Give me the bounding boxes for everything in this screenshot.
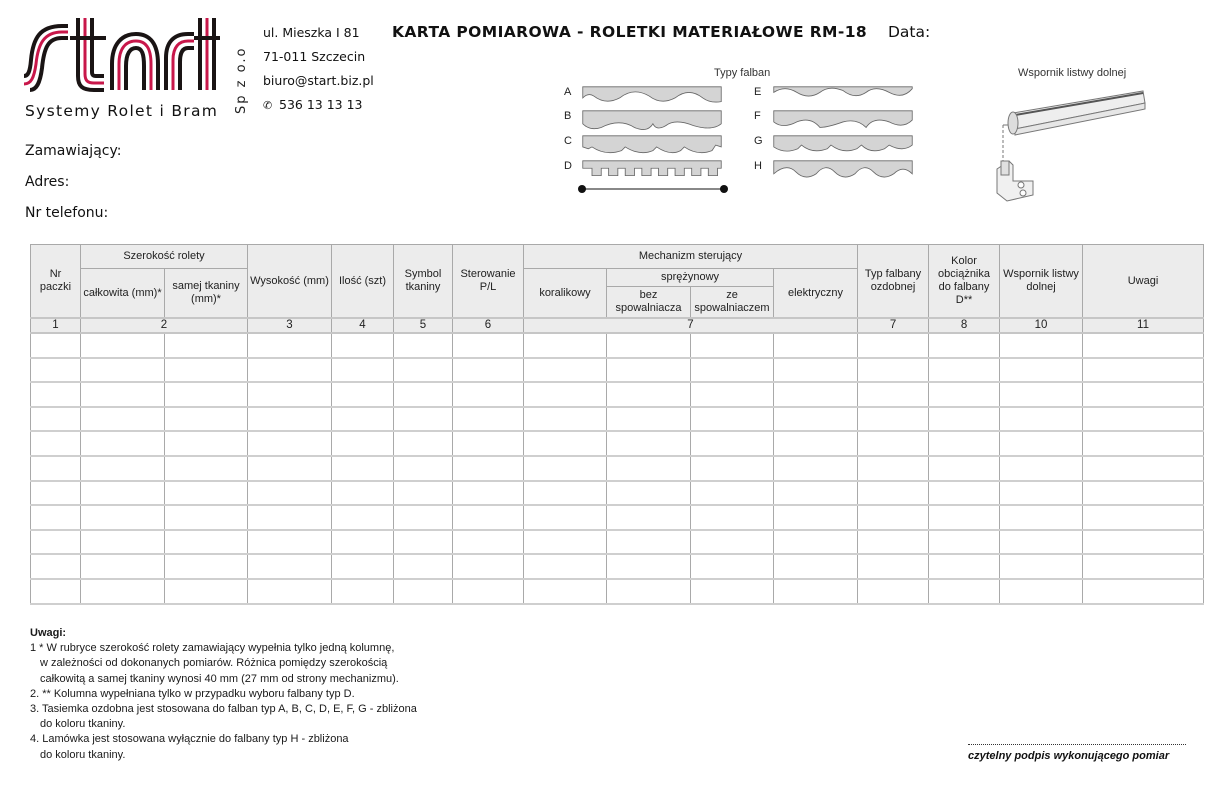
table-cell[interactable]: [394, 333, 453, 358]
weight-bar-icon: [577, 184, 729, 194]
header-spring-no-brake: bez spowalniacza: [607, 287, 691, 319]
table-cell[interactable]: [1000, 505, 1083, 530]
table-cell[interactable]: [31, 358, 81, 383]
table-row: [31, 530, 1204, 555]
table-cell[interactable]: [774, 554, 858, 579]
table-cell[interactable]: [332, 382, 394, 407]
table-cell[interactable]: [248, 407, 332, 432]
col-number: 11: [1083, 318, 1204, 333]
table-cell[interactable]: [524, 505, 607, 530]
table-cell[interactable]: [394, 579, 453, 604]
valance-type-label: A: [564, 86, 572, 98]
valance-type-label: B: [564, 110, 572, 122]
table-cell[interactable]: [31, 530, 81, 555]
table-cell[interactable]: [1083, 431, 1204, 456]
table-cell[interactable]: [691, 481, 774, 506]
table-cell[interactable]: [81, 554, 165, 579]
table-cell[interactable]: [774, 358, 858, 383]
table-cell[interactable]: [165, 456, 248, 481]
header-height: Wysokość (mm): [248, 245, 332, 319]
table-cell[interactable]: [453, 382, 524, 407]
table-cell[interactable]: [394, 358, 453, 383]
table-cell[interactable]: [1083, 505, 1204, 530]
table-cell[interactable]: [691, 579, 774, 604]
table-cell[interactable]: [165, 333, 248, 358]
table-cell[interactable]: [691, 456, 774, 481]
table-cell[interactable]: [81, 333, 165, 358]
col-number: 5: [394, 318, 453, 333]
table-cell[interactable]: [858, 579, 929, 604]
table-cell[interactable]: [453, 554, 524, 579]
table-cell[interactable]: [1000, 579, 1083, 604]
table-cell[interactable]: [1083, 554, 1204, 579]
table-cell[interactable]: [31, 333, 81, 358]
table-cell[interactable]: [1000, 554, 1083, 579]
table-cell[interactable]: [929, 382, 1000, 407]
table-cell[interactable]: [774, 481, 858, 506]
signature-block: [968, 744, 1188, 762]
table-cell[interactable]: [1083, 481, 1204, 506]
page-title: KARTA POMIAROWA - ROLETKI MATERIAŁOWE RM-18: [392, 23, 868, 41]
table-cell[interactable]: [929, 481, 1000, 506]
table-cell[interactable]: [31, 431, 81, 456]
header-valance-type: Typ falbany ozdobnej: [858, 245, 929, 319]
table-cell[interactable]: [607, 554, 691, 579]
address-line-1: ul. Mieszka I 81: [263, 25, 360, 40]
table-cell[interactable]: [165, 358, 248, 383]
phone-text: 536 13 13 13: [279, 97, 363, 112]
header-bottom-bracket: Wspornik listwy dolnej: [1000, 245, 1083, 319]
table-cell[interactable]: [453, 333, 524, 358]
table-cell[interactable]: [248, 481, 332, 506]
table-cell[interactable]: [165, 382, 248, 407]
measurement-table: [30, 244, 1204, 605]
table-cell[interactable]: [31, 456, 81, 481]
table-cell[interactable]: [81, 358, 165, 383]
table-cell[interactable]: [453, 481, 524, 506]
header-weight-color: Kolor obciążnika do falbany D**: [929, 245, 1000, 319]
table-cell[interactable]: [691, 358, 774, 383]
table-cell[interactable]: [248, 431, 332, 456]
logo-tagline: Systemy Rolet i Bram: [25, 102, 219, 120]
table-cell[interactable]: [81, 456, 165, 481]
note-line: 4. Lamówka jest stosowana wyłącznie do falbany typ H - zbliżona: [30, 733, 349, 746]
measurement-table-container: [30, 244, 1203, 605]
col-number: 7: [524, 318, 858, 333]
col-number: 7: [858, 318, 929, 333]
notes-title: Uwagi:: [30, 627, 67, 639]
header-width-fabric: samej tkaniny (mm)*: [165, 269, 248, 319]
table-cell[interactable]: [248, 333, 332, 358]
valance-type-label: F: [754, 110, 761, 122]
table-cell[interactable]: [524, 530, 607, 555]
table-cell[interactable]: [394, 431, 453, 456]
table-cell[interactable]: [524, 407, 607, 432]
header-mechanism-group: Mechanizm sterujący: [524, 245, 858, 269]
col-number: 3: [248, 318, 332, 333]
table-cell[interactable]: [394, 407, 453, 432]
table-row: [31, 481, 1204, 506]
note-line: 3. Tasiemka ozdobna jest stosowana do falban typ A, B, C, D, E, F, G - zbliżona: [30, 703, 417, 716]
table-cell[interactable]: [607, 431, 691, 456]
phone-icon: ✆: [263, 99, 273, 112]
table-cell[interactable]: [607, 407, 691, 432]
table-cell[interactable]: [691, 333, 774, 358]
table-cell[interactable]: [248, 579, 332, 604]
table-cell[interactable]: [453, 456, 524, 481]
table-cell[interactable]: [81, 579, 165, 604]
table-cell[interactable]: [524, 333, 607, 358]
logo-suffix: Sp z o.o: [234, 46, 249, 114]
table-cell[interactable]: [524, 431, 607, 456]
table-cell[interactable]: [1000, 481, 1083, 506]
table-cell[interactable]: [31, 481, 81, 506]
table-cell[interactable]: [929, 407, 1000, 432]
address-label: Adres:: [25, 174, 70, 190]
valance-type-label: E: [754, 86, 762, 98]
table-cell[interactable]: [332, 481, 394, 506]
table-cell[interactable]: [394, 481, 453, 506]
table-cell[interactable]: [453, 407, 524, 432]
table-cell[interactable]: [858, 530, 929, 555]
date-label: Data:: [888, 23, 931, 41]
table-cell[interactable]: [81, 481, 165, 506]
table-cell[interactable]: [165, 554, 248, 579]
valance-type-label: D: [564, 160, 572, 172]
valance-shape-b: [577, 109, 727, 133]
table-cell[interactable]: [691, 407, 774, 432]
table-cell[interactable]: [248, 505, 332, 530]
table-cell[interactable]: [81, 431, 165, 456]
table-row: [31, 382, 1204, 407]
table-cell[interactable]: [858, 333, 929, 358]
table-cell[interactable]: [691, 530, 774, 555]
company-logo: [22, 18, 247, 123]
table-cell[interactable]: [929, 530, 1000, 555]
table-cell[interactable]: [165, 481, 248, 506]
table-cell[interactable]: [607, 382, 691, 407]
table-cell[interactable]: [332, 431, 394, 456]
col-number: 2: [81, 318, 248, 333]
table-cell[interactable]: [332, 456, 394, 481]
table-cell[interactable]: [774, 505, 858, 530]
note-line: 1 * W rubryce szerokość rolety zamawiający wypełnia tylko jedną kolumnę,: [30, 642, 395, 655]
header-spring-brake: ze spowalniaczem: [691, 287, 774, 319]
table-cell[interactable]: [453, 505, 524, 530]
table-cell[interactable]: [1083, 530, 1204, 555]
table-cell[interactable]: [524, 358, 607, 383]
table-cell[interactable]: [1083, 579, 1204, 604]
bracket-title: Wspornik listwy dolnej: [1018, 67, 1127, 79]
table-cell[interactable]: [607, 456, 691, 481]
table-cell[interactable]: [774, 333, 858, 358]
phone-label: Nr telefonu:: [25, 205, 109, 221]
table-cell[interactable]: [81, 505, 165, 530]
note-line: w zależności od dokonanych pomiarów. Różnica pomiędzy szerokością: [40, 657, 388, 670]
table-cell[interactable]: [1000, 407, 1083, 432]
valance-shape-g: [768, 134, 918, 158]
table-cell[interactable]: [31, 579, 81, 604]
table-cell[interactable]: [774, 382, 858, 407]
table-cell[interactable]: [929, 333, 1000, 358]
table-cell[interactable]: [453, 530, 524, 555]
table-row: [31, 505, 1204, 530]
table-cell[interactable]: [774, 530, 858, 555]
table-cell[interactable]: [394, 505, 453, 530]
table-cell[interactable]: [774, 431, 858, 456]
table-cell[interactable]: [858, 431, 929, 456]
bottom-bracket-illustration: [993, 85, 1153, 205]
table-cell[interactable]: [858, 481, 929, 506]
valance-shape-a: [577, 85, 727, 109]
table-cell[interactable]: [524, 456, 607, 481]
table-cell[interactable]: [31, 382, 81, 407]
table-cell[interactable]: [858, 382, 929, 407]
logo-mark: [22, 18, 222, 100]
table-cell[interactable]: [1083, 358, 1204, 383]
table-cell[interactable]: [248, 530, 332, 555]
table-cell[interactable]: [524, 579, 607, 604]
table-cell[interactable]: [165, 579, 248, 604]
table-row: [31, 333, 1204, 358]
note-line: całkowitą a samej tkaniny wynosi 40 mm (27 mm od strony mechanizmu).: [40, 672, 399, 685]
header-control: Sterowanie P/L: [453, 245, 524, 319]
table-cell[interactable]: [81, 382, 165, 407]
address-line-2: 71-011 Szczecin: [263, 49, 366, 64]
table-cell[interactable]: [394, 530, 453, 555]
note-line: 2. ** Kolumna wypełniana tylko w przypadku wyboru falbany typ D.: [30, 687, 355, 700]
table-cell[interactable]: [524, 481, 607, 506]
table-row: [31, 431, 1204, 456]
table-cell[interactable]: [1083, 333, 1204, 358]
header-notes: Uwagi: [1083, 245, 1204, 319]
table-cell[interactable]: [607, 579, 691, 604]
table-cell[interactable]: [248, 456, 332, 481]
valance-type-label: C: [564, 135, 572, 147]
note-line: do koloru tkaniny.: [40, 718, 126, 731]
table-cell[interactable]: [774, 456, 858, 481]
table-cell[interactable]: [453, 431, 524, 456]
table-cell[interactable]: [1000, 382, 1083, 407]
header-qty: Ilość (szt): [332, 245, 394, 319]
table-cell[interactable]: [929, 505, 1000, 530]
table-cell[interactable]: [1000, 431, 1083, 456]
header-electric: elektryczny: [774, 269, 858, 319]
table-cell[interactable]: [81, 530, 165, 555]
table-cell[interactable]: [858, 554, 929, 579]
orderer-label: Zamawiający:: [25, 143, 122, 159]
table-cell[interactable]: [1000, 358, 1083, 383]
table-cell[interactable]: [31, 505, 81, 530]
table-cell[interactable]: [858, 456, 929, 481]
table-cell[interactable]: [858, 407, 929, 432]
table-cell[interactable]: [691, 382, 774, 407]
table-cell[interactable]: [858, 358, 929, 383]
phone-number[interactable]: [263, 97, 363, 112]
valance-shape-c: [577, 134, 727, 158]
col-number: 10: [1000, 318, 1083, 333]
table-cell[interactable]: [929, 358, 1000, 383]
table-cell[interactable]: [165, 431, 248, 456]
table-cell[interactable]: [524, 382, 607, 407]
header-fabric-symbol: Symbol tkaniny: [394, 245, 453, 319]
valance-type-label: H: [754, 160, 762, 172]
table-cell[interactable]: [607, 481, 691, 506]
table-cell[interactable]: [332, 407, 394, 432]
table-cell[interactable]: [332, 333, 394, 358]
table-cell[interactable]: [165, 505, 248, 530]
valance-shape-e: [768, 85, 918, 109]
table-cell[interactable]: [1083, 456, 1204, 481]
table-cell[interactable]: [165, 530, 248, 555]
table-cell[interactable]: [524, 554, 607, 579]
table-cell[interactable]: [929, 456, 1000, 481]
header-spring-group: sprężynowy: [607, 269, 774, 287]
table-row: [31, 358, 1204, 383]
table-cell[interactable]: [1000, 530, 1083, 555]
col-number: 4: [332, 318, 394, 333]
table-cell[interactable]: [332, 554, 394, 579]
header-nr: Nr paczki: [31, 245, 81, 319]
table-cell[interactable]: [1083, 407, 1204, 432]
header-width-group: Szerokość rolety: [81, 245, 248, 269]
col-number: 8: [929, 318, 1000, 333]
valance-shape-f: [768, 109, 918, 133]
header-bead: koralikowy: [524, 269, 607, 319]
table-cell[interactable]: [394, 382, 453, 407]
table-cell[interactable]: [774, 407, 858, 432]
col-number: 6: [453, 318, 524, 333]
signature-label: czytelny podpis wykonującego pomiar: [968, 750, 1170, 762]
table-row: [31, 579, 1204, 604]
table-cell[interactable]: [453, 358, 524, 383]
table-cell[interactable]: [332, 530, 394, 555]
table-cell[interactable]: [332, 505, 394, 530]
table-cell[interactable]: [1083, 382, 1204, 407]
table-cell[interactable]: [691, 505, 774, 530]
table-cell[interactable]: [31, 407, 81, 432]
table-cell[interactable]: [607, 333, 691, 358]
table-cell[interactable]: [81, 407, 165, 432]
email-link[interactable]: biuro@start.biz.pl: [263, 73, 374, 88]
table-cell[interactable]: [332, 579, 394, 604]
signature-line[interactable]: [968, 744, 1186, 745]
table-row: [31, 554, 1204, 579]
valance-shape-h: [768, 159, 918, 183]
table-cell[interactable]: [691, 554, 774, 579]
table-cell[interactable]: [1000, 456, 1083, 481]
table-cell[interactable]: [248, 358, 332, 383]
table-cell[interactable]: [858, 505, 929, 530]
table-cell[interactable]: [248, 554, 332, 579]
table-cell[interactable]: [394, 554, 453, 579]
table-cell[interactable]: [1000, 333, 1083, 358]
table-row: [31, 456, 1204, 481]
notes-section: [30, 626, 417, 763]
valance-shape-d: [577, 159, 727, 183]
valance-types-title: Typy falban: [714, 67, 771, 79]
table-cell[interactable]: [774, 579, 858, 604]
table-cell[interactable]: [165, 407, 248, 432]
header-width-total: całkowita (mm)*: [81, 269, 165, 319]
table-cell[interactable]: [691, 431, 774, 456]
table-cell[interactable]: [394, 456, 453, 481]
table-cell[interactable]: [607, 505, 691, 530]
table-cell[interactable]: [453, 579, 524, 604]
table-cell[interactable]: [929, 554, 1000, 579]
table-cell[interactable]: [929, 431, 1000, 456]
table-cell[interactable]: [607, 358, 691, 383]
table-cell[interactable]: [929, 579, 1000, 604]
valance-type-label: G: [754, 135, 763, 147]
col-number: 1: [31, 318, 81, 333]
table-cell[interactable]: [607, 530, 691, 555]
note-line: do koloru tkaniny.: [40, 748, 126, 761]
table-cell[interactable]: [31, 554, 81, 579]
table-body: [31, 333, 1204, 604]
table-cell[interactable]: [248, 382, 332, 407]
table-row: [31, 407, 1204, 432]
table-cell[interactable]: [332, 358, 394, 383]
